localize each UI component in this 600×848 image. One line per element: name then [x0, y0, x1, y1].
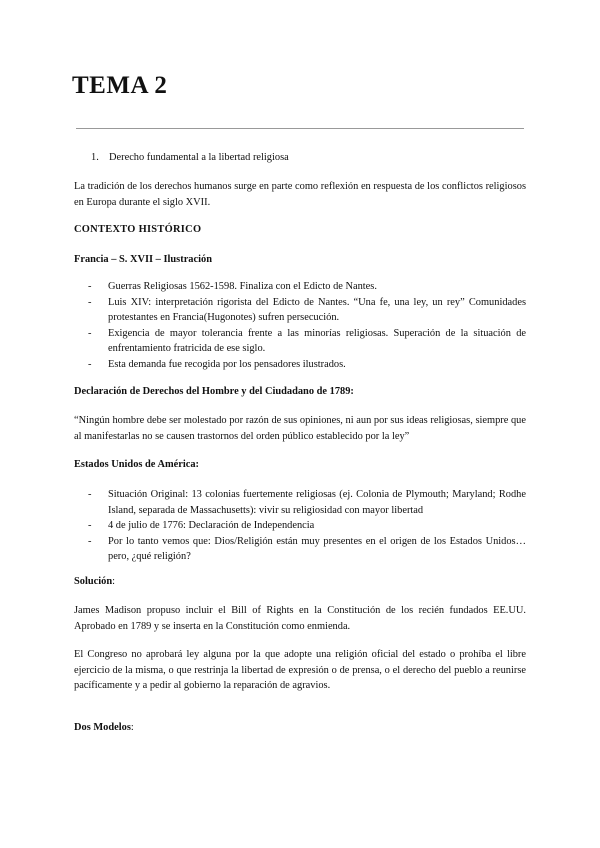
list-item: - Esta demanda fue recogida por los pensadores ilustrados. — [74, 357, 526, 373]
modelos-heading: Dos Modelos — [74, 722, 131, 733]
page-title: TEMA 2 — [72, 72, 168, 99]
eeuu-list — [74, 487, 526, 565]
modelos-colon: : — [130, 722, 134, 733]
title-divider — [76, 128, 524, 129]
list-item: - Guerras Religiosas 1562-1598. Finaliza con el Edicto de Nantes. — [74, 279, 526, 295]
francia-heading: Francia – S. XVII – Ilustración — [74, 254, 212, 265]
list-item: - Por lo tanto vemos que: Dios/Religión están muy presentes en el origen de los Estados Unidos… pero, ¿qué religión? — [74, 534, 526, 565]
modelos-heading-line — [74, 720, 526, 736]
list-item: - Exigencia de mayor tolerancia frente a las minorías religiosas. Superación de la situación de enfrentamiento fratricida de ese siglo. — [74, 326, 526, 357]
list-item: - Luis XIV: interpretación rigorista del Edicto de Nantes. “Una fe, una ley, un rey” Comunidades protestantes en Francia(Hugonotes) sufren persecución. — [74, 295, 526, 326]
numbered-item — [91, 150, 289, 166]
eeuu-heading: Estados Unidos de América: — [74, 459, 199, 470]
list-item: - 4 de julio de 1776: Declaración de Independencia — [74, 518, 526, 534]
list-item: - Situación Original: 13 colonias fuertemente religiosas (ej. Colonia de Plymouth; Maryland; Rodhe Island, separada de Massachusetts): vivir su religiosidad con mayor libertad — [74, 487, 526, 518]
francia-list — [74, 279, 526, 372]
solucion-colon: : — [112, 576, 116, 587]
solucion-heading: Solución — [74, 576, 113, 587]
solucion-heading-line — [74, 574, 526, 590]
item-text: Derecho fundamental a la libertad religiosa — [109, 152, 289, 163]
solucion-paragraph-1: James Madison propuso incluir el Bill of Rights en la Constitución de los recién fundados EE.UU. Aprobado en 1789 y se inserta en la Constitución como enmienda. — [74, 605, 526, 632]
item-number: 1. — [91, 152, 99, 163]
declaracion-heading: Declaración de Derechos del Hombre y del Ciudadano de 1789: — [74, 386, 354, 397]
declaracion-quote: “Ningún hombre debe ser molestado por razón de sus opiniones, ni aun por sus ideas religiosas, siempre que al manifestarlas no se causen trastornos del orden público establecido por la ley” — [74, 415, 526, 442]
contexto-heading: CONTEXTO HISTÓRICO — [74, 224, 202, 235]
solucion-paragraph-2: El Congreso no aprobará ley alguna por la que adopte una religión oficial del estado o prohíba el libre ejercicio de la misma, o que restrinja la libertad de expresión o de prensa, o el derecho del pueblo a reunirse pacíficamente y a pedir al gobierno la reparación de agravios. — [74, 649, 526, 691]
intro-paragraph: La tradición de los derechos humanos surge en parte como reflexión en respuesta de los conflictos religiosos en Europa durante el siglo XVII. — [74, 181, 526, 208]
